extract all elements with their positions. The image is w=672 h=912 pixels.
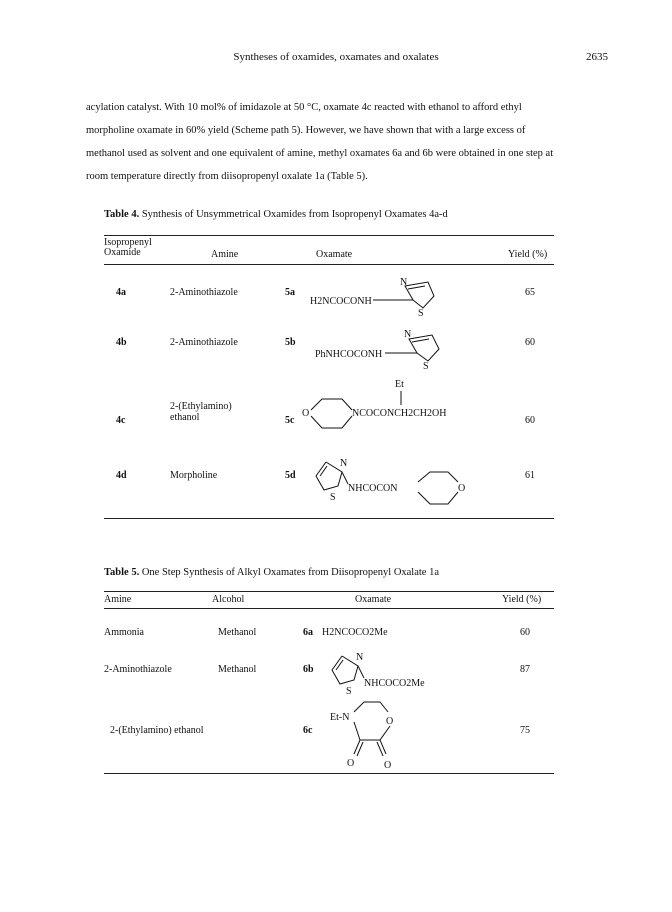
- table4-label: Table 4.: [104, 209, 140, 220]
- ring-s-label: S: [330, 492, 336, 503]
- structure-5b: [315, 323, 475, 373]
- structure-5a: [310, 270, 470, 320]
- table4-header-rule: [104, 264, 554, 265]
- table4-header-oxamide: [104, 238, 152, 258]
- table4-header-oxamate: Oxamate: [316, 249, 353, 260]
- ring-s-label: S: [418, 308, 424, 319]
- table-row-code: 6a: [303, 627, 313, 638]
- table4-bottom-rule: [104, 518, 554, 519]
- header-line: Isopropenyl: [104, 237, 152, 248]
- table-row-amine: Ammonia: [104, 627, 144, 638]
- table-row-amine: 2-(Ethylamino) ethanol: [110, 725, 204, 736]
- table5-header-amine: Amine: [104, 594, 132, 605]
- ring-n-label: N: [400, 277, 408, 288]
- table-row-amine: Morpholine: [170, 470, 218, 481]
- table-row-code: 6b: [303, 664, 314, 675]
- ring-s-label: S: [423, 361, 429, 372]
- ring-o-label: O: [386, 716, 394, 727]
- structure-6b: [328, 646, 468, 696]
- table-row-yield: 60: [525, 415, 535, 426]
- ring-o-label: O: [302, 408, 310, 419]
- carbonyl-o-label: O: [347, 758, 355, 769]
- table5-header-rule: [104, 608, 554, 609]
- table-row-alcohol: Methanol: [218, 627, 257, 638]
- header-line: Oxamide: [104, 247, 141, 258]
- table-row-oxamide: 4c: [116, 415, 126, 426]
- formula-prefix: H2NCOCONH: [310, 296, 372, 307]
- body-paragraph: [86, 96, 586, 188]
- table4-top-rule: [104, 235, 554, 236]
- running-title: Syntheses of oxamides, oxamates and oxalates: [233, 51, 439, 63]
- formula-main: NCOCONCH2CH2OH: [352, 408, 447, 419]
- table-row-yield: 60: [520, 627, 530, 638]
- table5-header-alcohol: Alcohol: [212, 594, 245, 605]
- table-row-code: 5d: [285, 470, 296, 481]
- table4-title: Synthesis of Unsymmetrical Oxamides from Isopropenyl Oxamates 4a-d: [141, 209, 448, 220]
- table4-caption: [104, 209, 448, 220]
- body-line: methanol used as solvent and one equivalent of amine, methyl oxamates 6a and 6b were obtained in one step at: [86, 148, 554, 159]
- table-row-code: 5b: [285, 337, 296, 348]
- structure-6c: [330, 696, 420, 776]
- body-line: room temperature directly from diisopropenyl oxalate 1a (Table 5).: [86, 171, 368, 182]
- ring-n-label: N: [404, 329, 412, 340]
- structure-5c: [302, 370, 502, 435]
- ring-n-label: N: [356, 652, 364, 663]
- table-row-yield: 75: [520, 725, 530, 736]
- amine-line: 2-(Ethylamino): [170, 401, 232, 412]
- table-row-oxamide: 4b: [116, 337, 127, 348]
- amine-line: ethanol: [170, 412, 200, 423]
- table-row-amine: [170, 401, 232, 423]
- table-row-yield: 65: [525, 287, 535, 298]
- table-row-yield: 61: [525, 470, 535, 481]
- page-number: 2635: [586, 51, 608, 63]
- table-row-oxamide: 4d: [116, 470, 127, 481]
- table-row-alcohol: Methanol: [218, 664, 257, 675]
- structure-5d: [312, 452, 492, 516]
- table4-header-amine: Amine: [211, 249, 239, 260]
- ring-n-label: N: [340, 458, 348, 469]
- table-row-amine: 2-Aminothiazole: [104, 664, 172, 675]
- formula-prefix: PhNHCOCONH: [315, 349, 383, 360]
- table5-header-yield: Yield (%): [502, 594, 542, 605]
- table5-label: Table 5.: [104, 567, 140, 578]
- body-line: acylation catalyst. With 10 mol% of imidazole at 50 °C, oxamate 4c reacted with ethanol to afford ethyl: [86, 102, 522, 113]
- table5-header-oxamate: Oxamate: [355, 594, 392, 605]
- table5-bottom-rule: [104, 773, 554, 774]
- body-line: morpholine oxamate in 60% yield (Scheme path 5). However, we have shown that with a large excess of: [86, 125, 526, 136]
- table5-title: One Step Synthesis of Alkyl Oxamates from Diisopropenyl Oxalate 1a: [141, 567, 440, 578]
- etn-label: Et-N: [330, 712, 350, 723]
- table4-header-yield: Yield (%): [508, 249, 548, 260]
- carbonyl-o-label: O: [384, 760, 392, 771]
- table5-top-rule: [104, 591, 554, 592]
- table-row-yield: 60: [525, 337, 535, 348]
- table-row-code: 6c: [303, 725, 313, 736]
- table-row-formula: H2NCOCO2Me: [322, 627, 388, 638]
- table-row-code: 5c: [285, 415, 295, 426]
- table-row-code: 5a: [285, 287, 295, 298]
- ring-o-label: O: [458, 483, 466, 494]
- substituent-label: Et: [395, 379, 404, 390]
- ring-s-label: S: [346, 686, 352, 697]
- table-row-yield: 87: [520, 664, 530, 675]
- table5-caption: [104, 567, 439, 578]
- table-row-amine: 2-Aminothiazole: [170, 337, 238, 348]
- table-row-oxamide: 4a: [116, 287, 126, 298]
- table-row-amine: 2-Aminothiazole: [170, 287, 238, 298]
- formula-main: NHCOCO2Me: [364, 678, 425, 689]
- formula-mid: NHCOCON: [348, 483, 398, 494]
